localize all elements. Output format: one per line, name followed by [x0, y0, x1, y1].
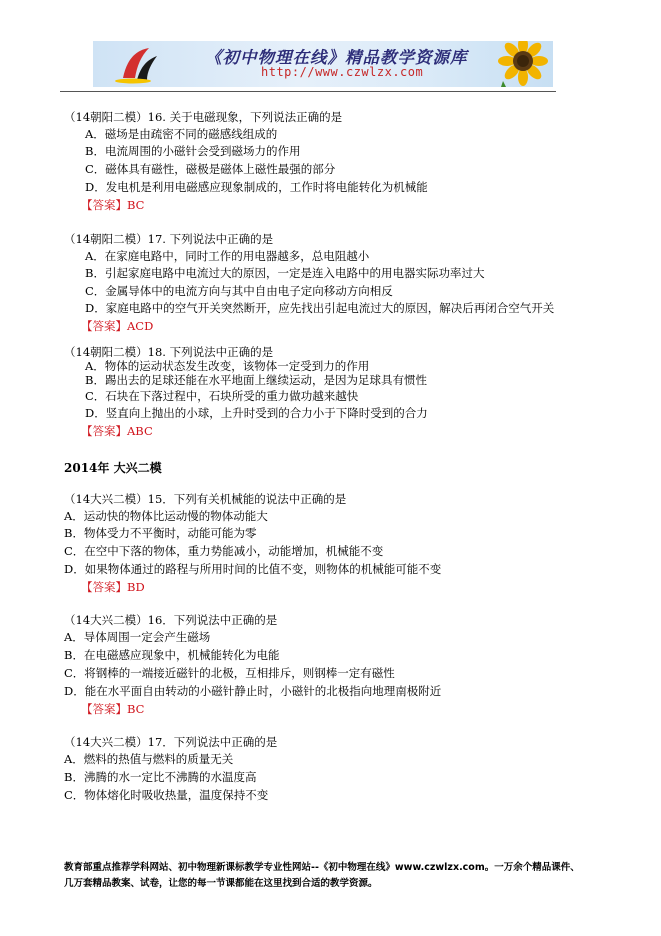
- question-option: D．能在水平面自由转动的小磁针静止时，小磁针的北极指向地理南极附近: [64, 684, 442, 698]
- answer-value: BC: [127, 198, 145, 212]
- question-option: A．运动快的物体比运动慢的物体动能大: [64, 509, 268, 523]
- question-option: D．如果物体通过的路程与所用时间的比值不变，则物体的机械能可能不变: [64, 562, 442, 576]
- question-option: A．在家庭电路中，同时工作的用电器越多，总电阻越小: [85, 249, 370, 263]
- question-stem: （14大兴二模）17．下列说法中正确的是: [64, 735, 278, 749]
- question-option: D．竖直向上抛出的小球，上升时受到的合力小于下降时受到的合力: [85, 406, 428, 420]
- banner-title: 《初中物理在线》精品教学资源库: [205, 48, 468, 67]
- question-option: C．磁体具有磁性，磁极是磁体上磁性最强的部分: [85, 162, 336, 176]
- question-option: A．磁场是由疏密不同的磁感线组成的: [85, 127, 278, 141]
- answer-value: ABC: [127, 424, 153, 438]
- answer-label: 【答案】: [81, 424, 127, 438]
- question-option: B．电流周围的小磁针会受到磁场力的作用: [85, 144, 301, 158]
- question-option: B．在电磁感应现象中，机械能转化为电能: [64, 648, 280, 662]
- question-stem: （14大兴二模）16．下列说法中正确的是: [64, 613, 278, 627]
- sunflower-icon: [491, 41, 553, 87]
- site-logo-icon: [113, 44, 161, 84]
- answer-label: 【答案】: [81, 319, 127, 333]
- question-option: B．沸腾的水一定比不沸腾的水温度高: [64, 770, 257, 784]
- question-option: C．物体熔化时吸收热量，温度保持不变: [64, 788, 269, 802]
- question-option: C．将钢棒的一端接近磁针的北极，互相排斥，则钢棒一定有磁性: [64, 666, 395, 680]
- question-option: C．在空中下落的物体，重力势能减小，动能增加，机械能不变: [64, 544, 384, 558]
- question-option: D．家庭电路中的空气开关突然断开，应先找出引起电流过大的原因，解决后再闭合空气开关: [85, 301, 555, 315]
- question-option: A．物体的运动状态发生改变，该物体一定受到力的作用: [85, 359, 370, 373]
- question-stem: （14朝阳二模）18. 下列说法中正确的是: [64, 345, 274, 359]
- question-stem: （14大兴二模）15．下列有关机械能的说法中正确的是: [64, 492, 347, 506]
- question-option: A．燃料的热值与燃料的质量无关: [64, 752, 234, 766]
- question-option: B．物体受力不平衡时，动能可能为零: [64, 526, 257, 540]
- answer-line: [81, 702, 144, 716]
- answer-value: BC: [127, 702, 145, 716]
- answer-line: [81, 424, 153, 438]
- footer-line: 教育部重点推荐学科网站、初中物理新课标教学专业性网站--《初中物理在线》www.czwlzx.com。一万余个精品课件、: [64, 862, 580, 873]
- question-stem: （14朝阳二模）16. 关于电磁现象，下列说法正确的是: [64, 110, 343, 124]
- banner-url[interactable]: http://www.czwlzx.com: [261, 65, 424, 79]
- question-option: C．石块在下落过程中，石块所受的重力做功越来越快: [85, 389, 359, 403]
- answer-label: 【答案】: [81, 580, 127, 594]
- answer-value: BD: [127, 580, 145, 594]
- footer-line: 几万套精品教案、试卷，让您的每一节课都能在这里找到合适的教学资源。: [64, 878, 378, 889]
- question-option: C．金属导体中的电流方向与其中自由电子定向移动方向相反: [85, 284, 393, 298]
- answer-label: 【答案】: [81, 702, 127, 716]
- header-divider: [60, 91, 556, 92]
- question-option: D．发电机是利用电磁感应现象制成的，工作时将电能转化为机械能: [85, 180, 428, 194]
- question-option: A．导体周围一定会产生磁场: [64, 630, 211, 644]
- answer-line: [81, 198, 144, 212]
- header-banner: [93, 41, 553, 87]
- answer-line: [81, 580, 145, 594]
- section-title: 2014年 大兴二模: [64, 461, 162, 475]
- question-option: B．踢出去的足球还能在水平地面上继续运动，是因为足球具有惯性: [85, 373, 427, 387]
- question-stem: （14朝阳二模）17. 下列说法中正确的是: [64, 232, 274, 246]
- answer-value: ACD: [127, 319, 154, 333]
- answer-label: 【答案】: [81, 198, 127, 212]
- answer-line: [81, 319, 153, 333]
- question-option: B．引起家庭电路中电流过大的原因，一定是连入电路中的用电器实际功率过大: [85, 266, 485, 280]
